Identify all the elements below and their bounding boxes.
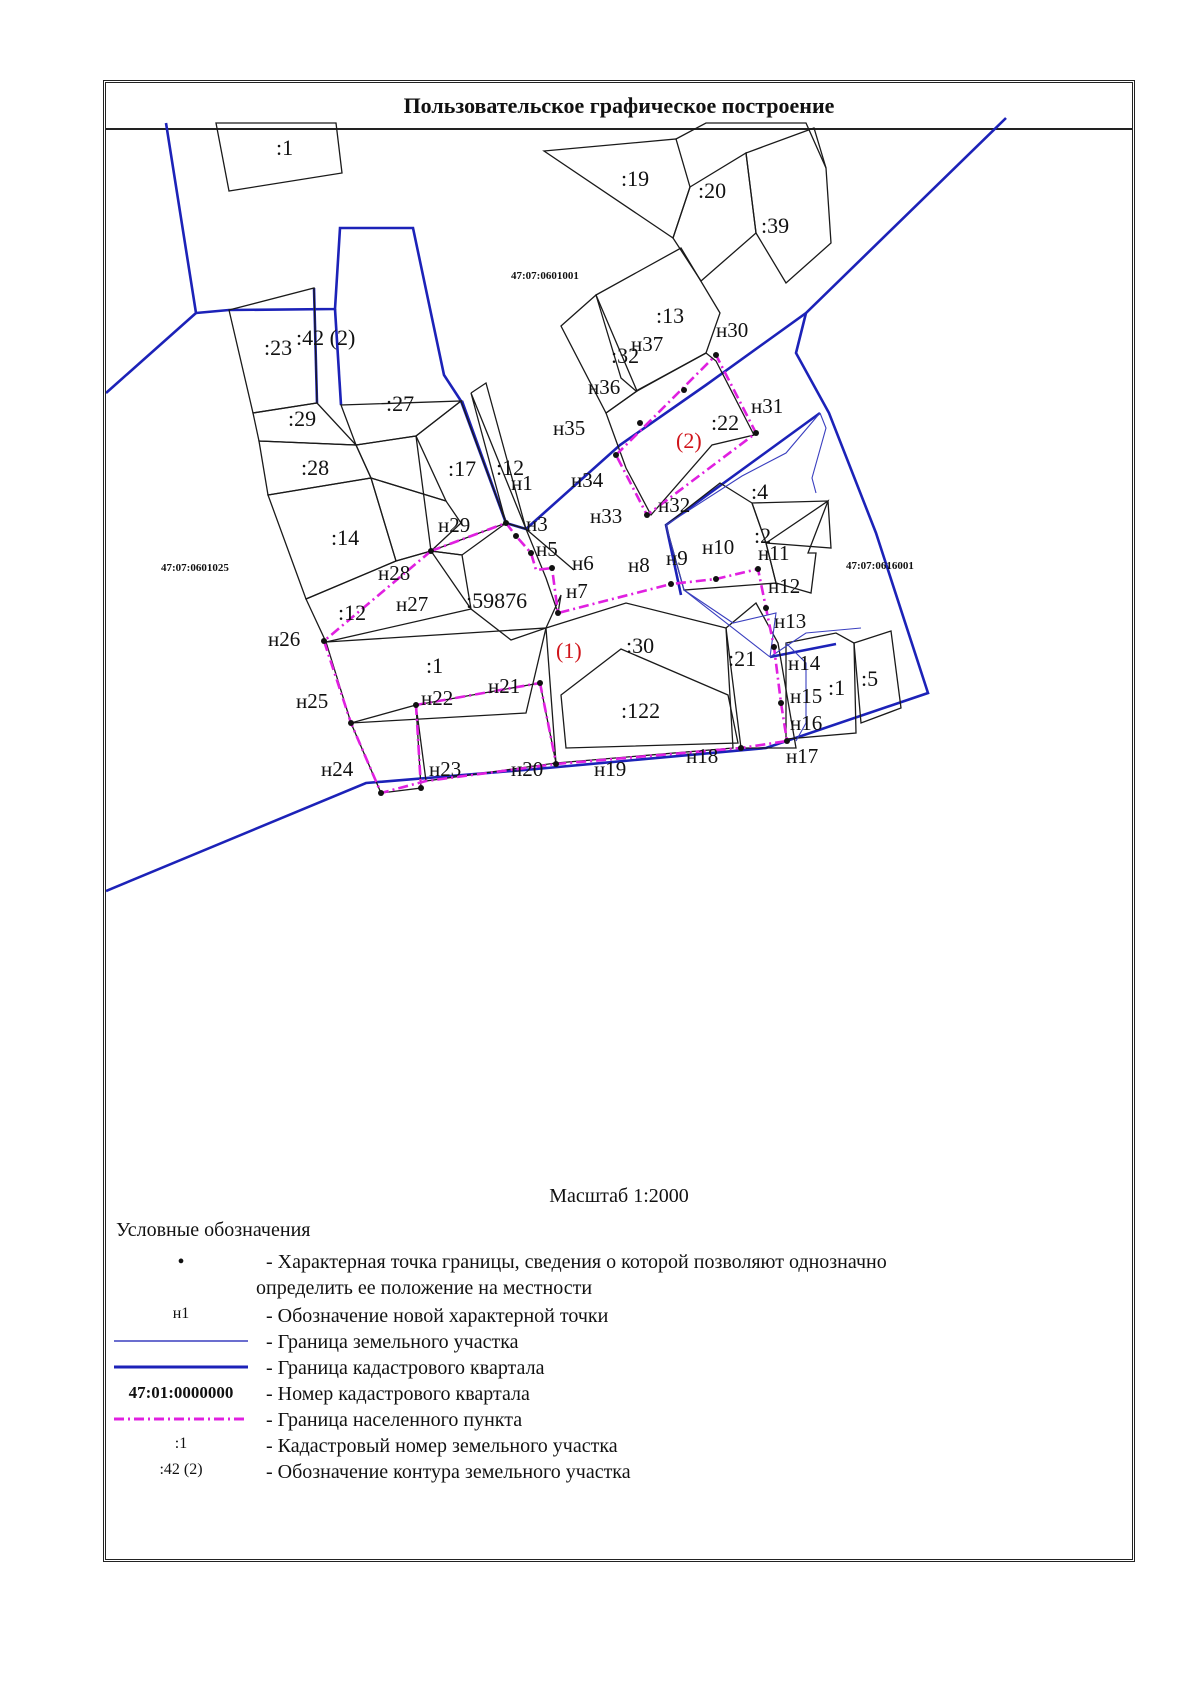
parcel-label: :23 [264,335,293,360]
parcel-label: :17 [448,456,477,481]
legend-text: - Номер кадастрового квартала [266,1383,530,1405]
map-scale: Масштаб 1:2000 [549,1185,689,1207]
legend-text: - Обозначение новой характерной точки [266,1305,609,1327]
parcel-label: :22 [711,410,740,435]
legend-title: Условные обозначения [116,1219,311,1241]
legend-item-quarter-number [106,1383,1132,1409]
parcel-label: :39 [761,213,790,238]
point-label: н31 [751,394,784,418]
point-label: н19 [594,757,627,781]
point-label: н16 [790,711,823,735]
parcel-label: :32 [611,343,640,368]
parcel-label: :42 (2) [296,325,356,350]
point-label: н8 [628,553,650,577]
parcel-label: :13 [656,303,685,328]
point-label: н27 [396,592,429,616]
parcel-label: :122 [621,698,661,723]
parcel-label: :30 [626,633,655,658]
parcel-label: :28 [301,455,330,480]
point-label: н22 [421,686,454,710]
point-label: н3 [526,512,548,536]
parcel-label: :20 [698,178,727,203]
legend-text: - Характерная точка границы, сведения о которой позволяют однозначно [266,1251,887,1273]
parcel-label: :1 [426,653,444,678]
parcel-label: :59876 [466,588,528,613]
point-label: н11 [758,541,790,565]
point-label: н33 [590,504,623,528]
cadastral-sheet [103,80,1135,1562]
point-label: н12 [768,574,801,598]
parcel-label: :1 [828,675,846,700]
point-label: н13 [774,609,807,633]
quarter-label: 47:07:0616001 [846,560,914,572]
point-label: н28 [378,561,411,585]
point-label: н7 [566,579,588,603]
sheet-title: Пользовательское графическое построение [106,83,1132,130]
legend-text: - Граница населенного пункта [266,1409,523,1431]
point-label: н15 [790,684,823,708]
point-label: н23 [429,757,462,781]
point-label: н30 [716,318,749,342]
legend-item-contour [106,1461,1132,1487]
point-label: н37 [631,332,664,356]
legend-text: определить ее положение на местности [256,1277,593,1299]
point-label: н32 [658,493,691,517]
point-label: н1 [511,471,533,495]
legend-text: - Обозначение контура земельного участка [266,1461,631,1483]
point-label: н14 [788,651,821,675]
point-label: н5 [536,537,558,561]
point-label: н25 [296,689,329,713]
parcel-label: :12 [338,600,367,625]
legend-symbol-parcel-number: :1 [174,1435,188,1452]
point-label: н17 [786,744,819,768]
legend-symbol-parcel-line [106,1331,256,1357]
parcel-label: :19 [621,166,650,191]
cadastral-map [106,83,1132,1178]
point-label: н35 [553,416,586,440]
parcel-label: :4 [751,479,769,504]
point-label: н24 [321,757,354,781]
point-label: н36 [588,375,621,399]
point-label: н29 [438,513,471,537]
parcel-label: :5 [861,666,879,691]
legend-item-settlement-border [106,1409,1132,1435]
point-label: н9 [666,546,688,570]
legend-item-parcel-border [106,1331,1132,1357]
quarter-borders [106,118,1006,891]
parcel-label: :29 [288,406,317,431]
legend-item-parcel-number [106,1435,1132,1461]
legend-symbol-settlement-line [106,1409,256,1435]
point-label: н10 [702,535,735,559]
quarter-label: 47:07:0601001 [511,270,579,282]
point-label: н34 [571,468,604,492]
point-label: н6 [572,551,594,575]
legend-symbol-quarter-line [106,1357,256,1383]
legend-symbol-quarter-number: 47:01:0000000 [128,1383,234,1402]
point-label: н26 [268,627,301,651]
legend-symbol-dot: • [177,1251,185,1273]
parcel-label: :27 [386,391,415,416]
legend-symbol-point-name: н1 [172,1305,190,1322]
quarter-label: 47:07:0601025 [161,562,229,574]
legend-item-quarter-border [106,1357,1132,1383]
legend-item-point-cont [106,1277,1132,1303]
legend-text: - Граница кадастрового квартала [266,1357,545,1379]
parcel-label: :2 [754,523,772,548]
parcel-label: :21 [728,646,757,671]
point-label: н18 [686,744,719,768]
point-label: н20 [511,757,544,781]
legend-text: - Кадастровый номер земельного участка [266,1435,618,1457]
parcel-label: :1 [276,135,294,160]
parcel-label: :14 [331,525,360,550]
legend-symbol-contour: :42 (2) [159,1461,203,1478]
point-label: н21 [488,674,521,698]
legend-text: - Граница земельного участка [266,1331,519,1353]
legend-item-point [106,1251,1132,1277]
parcel-label: :12 [496,455,525,480]
contour-label: (2) [676,428,702,453]
contour-label: (1) [556,638,582,663]
legend-item-new-point [106,1305,1132,1331]
